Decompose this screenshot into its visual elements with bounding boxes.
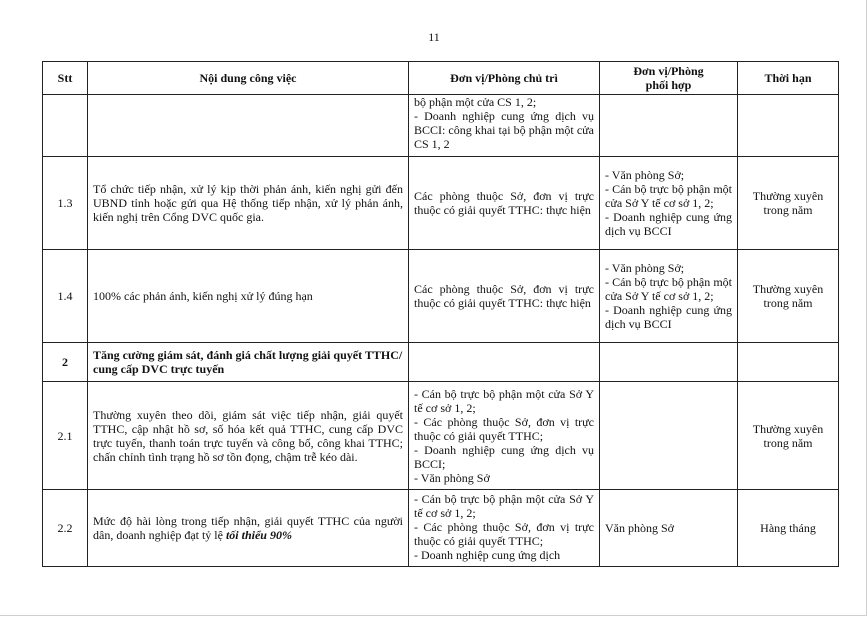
table-header-row <box>43 62 839 95</box>
coop-line: - Doanh nghiệp cung ứng dịch vụ BCCI <box>605 210 732 238</box>
lead-line: - Doanh nghiệp cung ứng dịch <box>414 548 561 562</box>
cell-coop-unit <box>600 343 738 382</box>
cell-content: Tổ chức tiếp nhận, xử lý kịp thời phản ánh, kiến nghị gửi đến UBND tỉnh hoặc gửi qua Hệ thống tiếp nhận, xử lý phản ánh, kiến nghị trên Cổng DVC quốc gia. <box>88 157 409 250</box>
coop-line: - Văn phòng Sở; <box>605 168 685 182</box>
cell-stt <box>43 95 88 157</box>
cell-stt: 1.4 <box>43 250 88 343</box>
cell-lead-unit <box>409 250 600 343</box>
header-coop-line2: phối hợp <box>645 78 692 92</box>
content-text: Mức độ hài lòng trong tiếp nhận, giải quyết TTHC của người dân, doanh nghiệp đạt tỷ lệ <box>93 514 403 542</box>
cell-stt: 1.3 <box>43 157 88 250</box>
work-plan-table <box>42 61 839 567</box>
header-lead-unit: Đơn vị/Phòng chủ trì <box>409 62 600 95</box>
lead-line: - Cán bộ trực bộ phận một cửa Sở Y tế cơ sở 1, 2; <box>414 386 594 415</box>
cell-deadline: Thường xuyên trong năm <box>738 250 839 343</box>
lead-line: - Doanh nghiệp cung ứng dịch vụ BCCI: công khai tại bộ phận một cửa CS 1, 2 <box>414 109 594 151</box>
header-stt: Stt <box>43 62 88 95</box>
cell-deadline: Hàng tháng <box>738 490 839 567</box>
lead-line: - Văn phòng Sở <box>414 470 490 485</box>
cell-coop-unit <box>600 95 738 157</box>
cell-lead-unit <box>409 157 600 250</box>
page-number: 11 <box>428 30 440 44</box>
table-row <box>43 382 839 490</box>
cell-deadline <box>738 95 839 157</box>
cell-coop-unit <box>600 382 738 490</box>
cell-stt: 2 <box>43 343 88 382</box>
coop-line: - Doanh nghiệp cung ứng dịch vụ BCCI <box>605 303 732 331</box>
table-row <box>43 490 839 567</box>
lead-line: - Doanh nghiệp cung ứng dịch vụ BCCI; <box>414 442 594 471</box>
header-content: Nội dung công việc <box>88 62 409 95</box>
lead-line: - Các phòng thuộc Sở, đơn vị trực thuộc có giải quyết TTHC; <box>414 414 594 443</box>
table-row <box>43 95 839 157</box>
cell-coop-unit: Văn phòng Sở <box>600 490 738 567</box>
cell-lead-unit <box>409 343 600 382</box>
cell-deadline <box>738 343 839 382</box>
table-row-section <box>43 343 839 382</box>
coop-line: - Văn phòng Sở; <box>605 261 685 275</box>
cell-stt: 2.1 <box>43 382 88 490</box>
cell-coop-unit <box>600 157 738 250</box>
cell-lead-unit <box>409 490 600 567</box>
lead-line: Các phòng thuộc Sở, đơn vị trực thuộc có giải quyết TTHC: thực hiện <box>414 189 594 217</box>
cell-content: Thường xuyên theo dõi, giám sát việc tiếp nhận, giải quyết TTHC, cập nhật hồ sơ, số hóa kết quả TTHC, cung cấp DVC trực tuyến, thanh toán trực tuyến và công bố, công khai TTHC; chấn chỉnh tình trạng hồ sơ tồn đọng, chậm trễ kéo dài. <box>88 382 409 490</box>
lead-line: - Cán bộ trực bộ phận một cửa Sở Y tế cơ sở 1, 2; <box>414 492 594 520</box>
cell-stt: 2.2 <box>43 490 88 567</box>
header-coop-unit <box>600 62 738 95</box>
cell-lead-unit <box>409 382 600 490</box>
lead-line: - Các phòng thuộc Sở, đơn vị trực thuộc có giải quyết TTHC; <box>414 520 594 548</box>
header-coop-line1: Đơn vị/Phòng <box>633 64 704 78</box>
coop-line: - Cán bộ trực bộ phận một cửa Sở Y tế cơ sở 1, 2; <box>605 182 732 210</box>
table-row <box>43 250 839 343</box>
cell-content <box>88 95 409 157</box>
cell-content <box>88 490 409 567</box>
lead-line: bộ phận một cửa CS 1, 2; <box>414 95 537 109</box>
content-emphasis: tối thiểu 90% <box>225 528 292 542</box>
cell-deadline: Thường xuyên trong năm <box>738 382 839 490</box>
cell-content: Tăng cường giám sát, đánh giá chất lượng giải quyết TTHC/ cung cấp DVC trực tuyến <box>88 343 409 382</box>
header-deadline: Thời hạn <box>738 62 839 95</box>
cell-content: 100% các phản ánh, kiến nghị xử lý đúng hạn <box>88 250 409 343</box>
lead-line: Các phòng thuộc Sở, đơn vị trực thuộc có giải quyết TTHC: thực hiện <box>414 282 594 310</box>
cell-deadline: Thường xuyên trong năm <box>738 157 839 250</box>
coop-line: - Cán bộ trực bộ phận một cửa Sở Y tế cơ sở 1, 2; <box>605 275 732 303</box>
cell-coop-unit <box>600 250 738 343</box>
table-row <box>43 157 839 250</box>
cell-lead-unit <box>409 95 600 157</box>
